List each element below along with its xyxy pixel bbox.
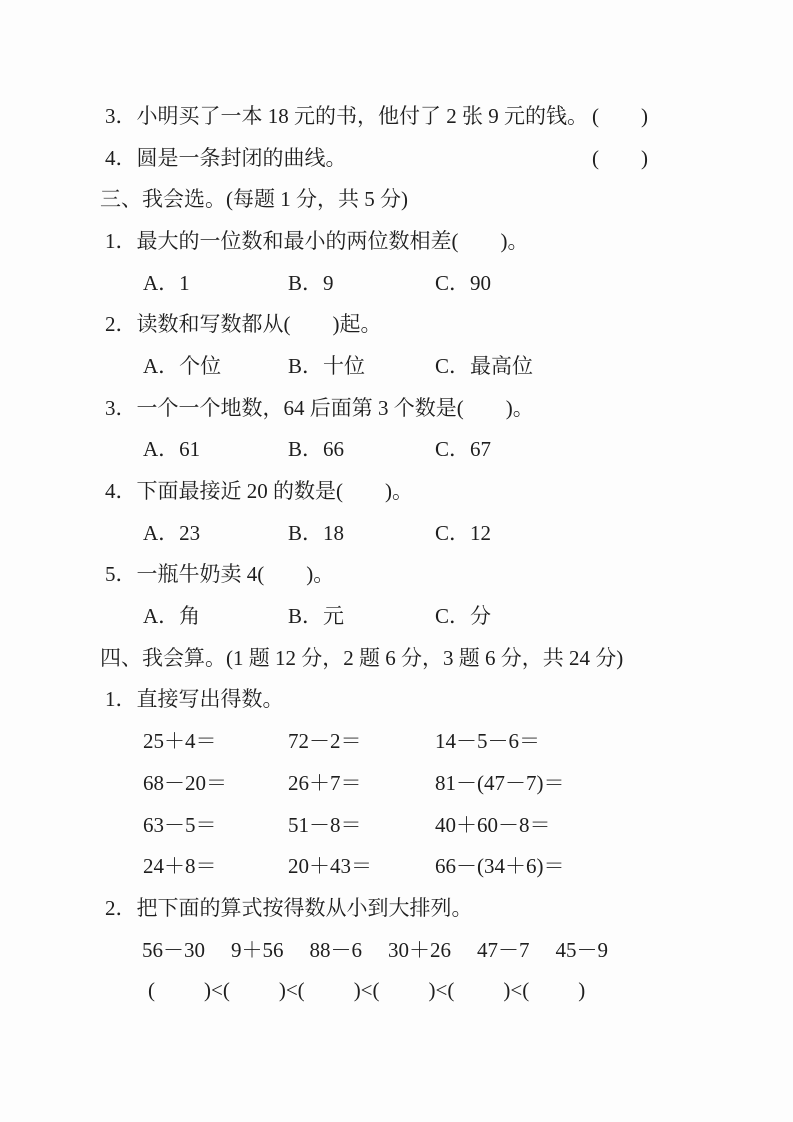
- choice-question-4: [100, 469, 648, 511]
- calc-q2-label: [100, 886, 648, 928]
- judge-item-4: [100, 136, 648, 178]
- option-c: C．最高位: [435, 353, 534, 378]
- calc-expression: 24＋8＝: [143, 854, 217, 879]
- choice-question-5-options: [100, 594, 648, 636]
- calc-row-3: [100, 803, 648, 845]
- section-four-heading-text: 四、我会算。(1 题 12 分，2 题 6 分，3 题 6 分，共 24 分): [100, 645, 624, 670]
- calc-row-2: [100, 761, 648, 803]
- calc-expression: 81－(47－7)＝: [435, 770, 565, 795]
- calc-expression: 20＋43＝: [288, 854, 372, 879]
- ordering-answer-blanks-row: [100, 969, 648, 1011]
- option-c: C．90: [435, 270, 492, 295]
- calc-expression: 72－2＝: [288, 729, 362, 754]
- option-c: C．分: [435, 604, 492, 629]
- ordering-expressions-row: [100, 928, 648, 970]
- option-a: A．个位: [143, 353, 222, 378]
- ordering-blank-segment: ): [578, 977, 586, 1002]
- calc-q1-label: [100, 678, 648, 720]
- calc-expression: 40＋60－8＝: [435, 812, 551, 837]
- ordering-expression: 9＋56: [231, 937, 284, 962]
- choice-question-1-text: 1．最大的一位数和最小的两位数相差( )。: [105, 228, 529, 253]
- ordering-blank-segment: )<(: [428, 977, 455, 1002]
- worksheet-content: [100, 94, 648, 1011]
- calc-row-4: [100, 844, 648, 886]
- choice-question-2-options: [100, 344, 648, 386]
- option-b: B．9: [288, 270, 334, 295]
- choice-question-4-options: [100, 511, 648, 553]
- choice-question-3-text: 3．一个一个地数，64 后面第 3 个数是( )。: [105, 395, 534, 420]
- calc-row-1: [100, 719, 648, 761]
- ordering-blank-segment: )<(: [503, 977, 530, 1002]
- section-four-heading: [100, 636, 648, 678]
- judge-item-3-text: 3．小明买了一本 18 元的书，他付了 2 张 9 元的钱。: [105, 103, 588, 128]
- judge-item-4-text: 4．圆是一条封闭的曲线。: [105, 145, 347, 170]
- choice-question-1-options: [100, 261, 648, 303]
- calc-q1-label-text: 1．直接写出得数。: [105, 687, 284, 712]
- option-c: C．12: [435, 520, 492, 545]
- section-three-heading-text: 三、我会选。(每题 1 分，共 5 分): [100, 187, 408, 212]
- calc-expression: 14－5－6＝: [435, 729, 540, 754]
- ordering-expression: 47－7: [477, 937, 530, 962]
- option-a: A．61: [143, 437, 201, 462]
- ordering-expression: 30＋26: [388, 937, 451, 962]
- calc-expression: 26＋7＝: [288, 770, 362, 795]
- calc-expression: 25＋4＝: [143, 729, 217, 754]
- calc-expression: 63－5＝: [143, 812, 217, 837]
- choice-question-1: [100, 219, 648, 261]
- choice-question-4-text: 4．下面最接近 20 的数是( )。: [105, 479, 413, 504]
- ordering-expression: 56－30: [142, 937, 205, 962]
- choice-question-3: [100, 386, 648, 428]
- option-b: B．元: [288, 604, 345, 629]
- option-c: C．67: [435, 437, 492, 462]
- calc-expression: 68－20＝: [143, 770, 227, 795]
- option-a: A．23: [143, 520, 201, 545]
- ordering-blank-segment: (: [148, 977, 155, 1002]
- choice-question-5-text: 5．一瓶牛奶卖 4( )。: [105, 562, 335, 587]
- ordering-blank-segment: )<(: [353, 977, 380, 1002]
- option-a: A．角: [143, 604, 201, 629]
- judge-item-4-answer-blank: ( ): [592, 145, 648, 170]
- judge-item-3: [100, 94, 648, 136]
- ordering-blank-segment: )<(: [204, 977, 230, 1002]
- option-b: B．66: [288, 437, 345, 462]
- option-a: A．1: [143, 270, 190, 295]
- calc-q2-label-text: 2．把下面的算式按得数从小到大排列。: [105, 895, 473, 920]
- option-b: B．18: [288, 520, 345, 545]
- ordering-expression: 88－6: [309, 937, 362, 962]
- choice-question-5: [100, 553, 648, 595]
- ordering-expression: 45－9: [555, 937, 608, 962]
- option-b: B．十位: [288, 353, 366, 378]
- choice-question-3-options: [100, 428, 648, 470]
- ordering-blank-segment: )<(: [278, 977, 305, 1002]
- choice-question-2-text: 2．读数和写数都从( )起。: [105, 312, 382, 337]
- judge-item-3-answer-blank: ( ): [592, 103, 648, 128]
- calc-expression: 51－8＝: [288, 812, 362, 837]
- section-three-heading: [100, 177, 648, 219]
- choice-question-2: [100, 302, 648, 344]
- calc-expression: 66－(34＋6)＝: [435, 854, 565, 879]
